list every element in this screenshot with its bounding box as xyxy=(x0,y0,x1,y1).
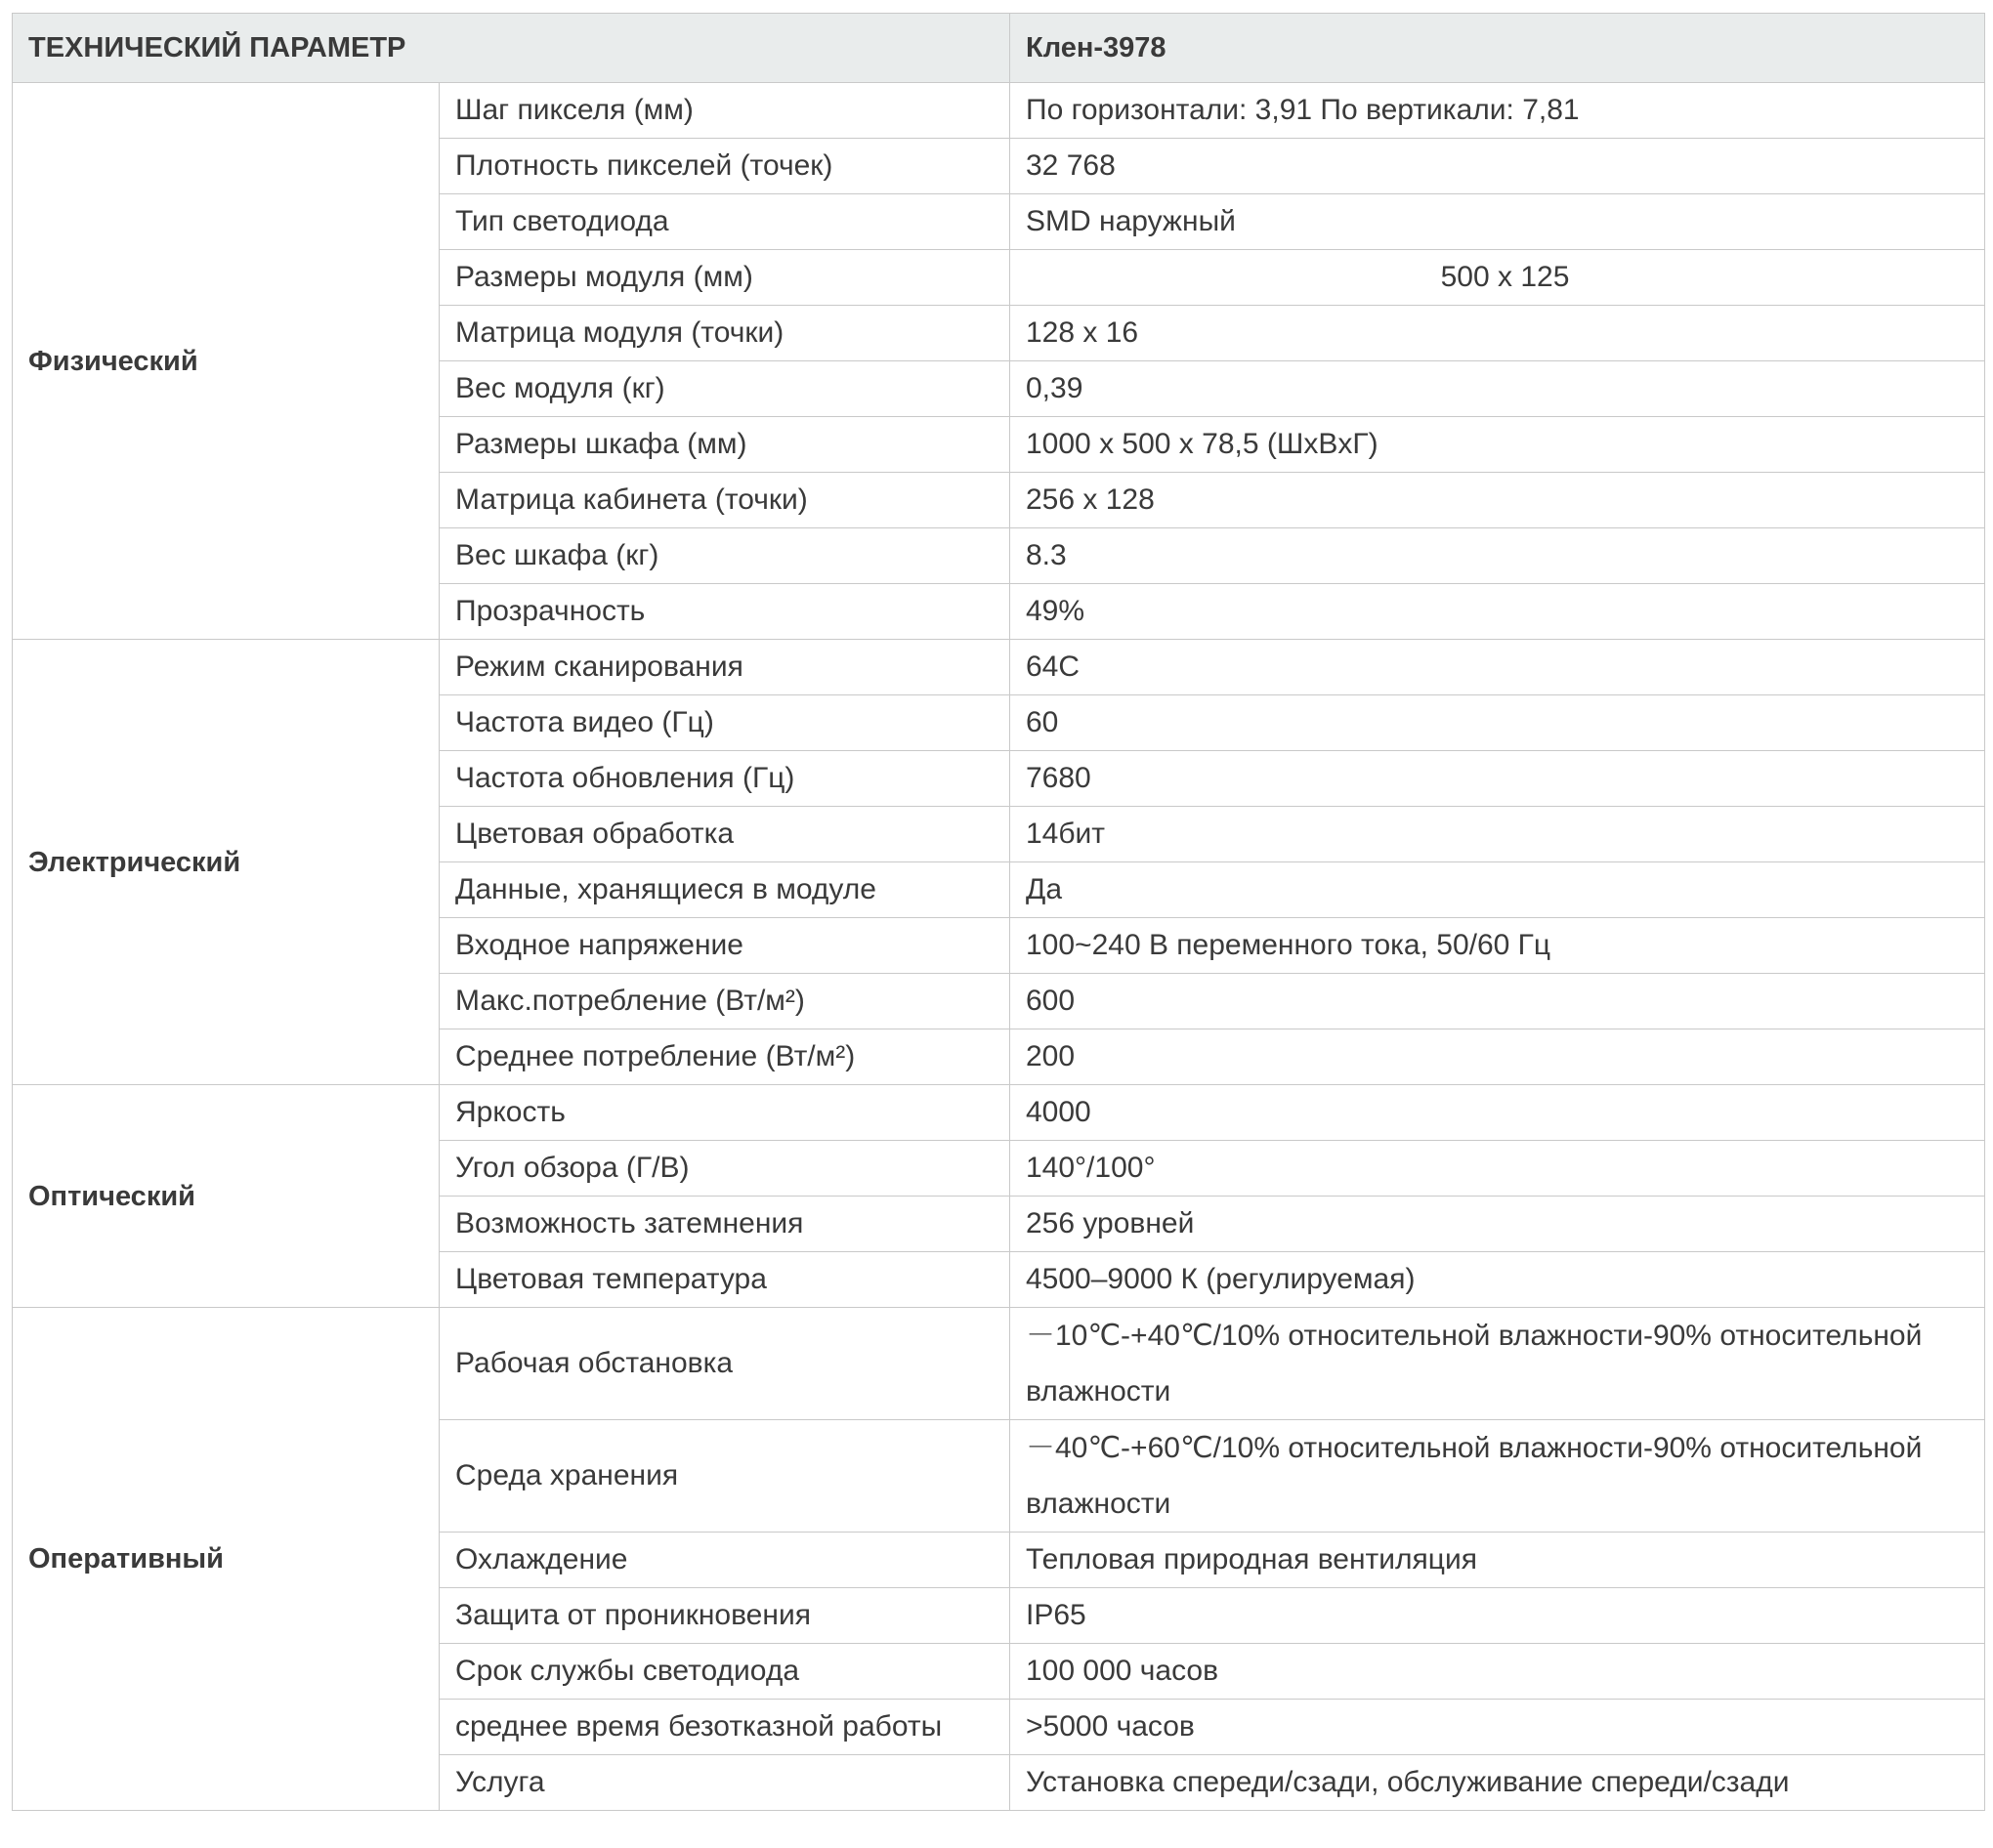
param-cell: Прозрачность xyxy=(440,584,1010,640)
value-cell: 14бит xyxy=(1010,807,1985,862)
value-cell: 140°/100° xyxy=(1010,1141,1985,1197)
param-cell: Среднее потребление (Вт/м²) xyxy=(440,1029,1010,1085)
value-cell: По горизонтали: 3,91 По вертикали: 7,81 xyxy=(1010,83,1985,139)
value-cell: 100 000 часов xyxy=(1010,1644,1985,1700)
spec-table xyxy=(12,13,1985,1811)
param-cell: Частота обновления (Гц) xyxy=(440,751,1010,807)
value-cell: 128 x 16 xyxy=(1010,306,1985,361)
param-cell: Входное напряжение xyxy=(440,918,1010,974)
param-cell: Услуга xyxy=(440,1755,1010,1811)
param-cell: Вес шкафа (кг) xyxy=(440,528,1010,584)
value-cell: 256 уровней xyxy=(1010,1197,1985,1252)
param-cell: Защита от проникновения xyxy=(440,1588,1010,1644)
value-cell: Тепловая природная вентиляция xyxy=(1010,1533,1985,1588)
value-cell: 7680 xyxy=(1010,751,1985,807)
table-row xyxy=(13,640,1985,695)
value-cell: 100~240 В переменного тока, 50/60 Гц xyxy=(1010,918,1985,974)
value-cell: 200 xyxy=(1010,1029,1985,1085)
header-row xyxy=(13,14,1985,83)
param-cell: Вес модуля (кг) xyxy=(440,361,1010,417)
header-model: Клен-3978 xyxy=(1010,14,1985,83)
param-cell: Цветовая обработка xyxy=(440,807,1010,862)
param-cell: Размеры модуля (мм) xyxy=(440,250,1010,306)
param-cell: Частота видео (Гц) xyxy=(440,695,1010,751)
value-cell: 500 x 125 xyxy=(1010,250,1985,306)
param-cell: Матрица кабинета (точки) xyxy=(440,473,1010,528)
value-cell: Установка спереди/сзади, обслуживание спереди/сзади xyxy=(1010,1755,1985,1811)
param-cell: Матрица модуля (точки) xyxy=(440,306,1010,361)
param-cell: Рабочая обстановка xyxy=(440,1308,1010,1420)
param-cell: Возможность затемнения xyxy=(440,1197,1010,1252)
group-physical: Физический xyxy=(13,83,440,640)
value-cell: －10℃-+40℃/10% относительной влажности-90% относительной влажности xyxy=(1010,1308,1985,1420)
value-cell: Да xyxy=(1010,862,1985,918)
value-cell: －40℃-+60℃/10% относительной влажности-90% относительной влажности xyxy=(1010,1420,1985,1533)
param-cell: Плотность пикселей (точек) xyxy=(440,139,1010,194)
value-cell: 8.3 xyxy=(1010,528,1985,584)
param-cell: Шаг пикселя (мм) xyxy=(440,83,1010,139)
param-cell: среднее время безотказной работы xyxy=(440,1700,1010,1755)
value-cell: 64С xyxy=(1010,640,1985,695)
value-cell: 4500–9000 К (регулируемая) xyxy=(1010,1252,1985,1308)
value-cell: >5000 часов xyxy=(1010,1700,1985,1755)
param-cell: Тип светодиода xyxy=(440,194,1010,250)
param-cell: Яркость xyxy=(440,1085,1010,1141)
value-cell: 256 x 128 xyxy=(1010,473,1985,528)
param-cell: Охлаждение xyxy=(440,1533,1010,1588)
value-cell: IP65 xyxy=(1010,1588,1985,1644)
value-cell: 60 xyxy=(1010,695,1985,751)
group-electrical: Электрический xyxy=(13,640,440,1085)
param-cell: Среда хранения xyxy=(440,1420,1010,1533)
spec-body xyxy=(13,83,1985,1811)
param-cell: Макс.потребление (Вт/м²) xyxy=(440,974,1010,1029)
param-cell: Цветовая температура xyxy=(440,1252,1010,1308)
value-cell: 0,39 xyxy=(1010,361,1985,417)
param-cell: Угол обзора (Г/В) xyxy=(440,1141,1010,1197)
value-cell: 49% xyxy=(1010,584,1985,640)
param-cell: Режим сканирования xyxy=(440,640,1010,695)
header-parameter: ТЕХНИЧЕСКИЙ ПАРАМЕТР xyxy=(13,14,1010,83)
param-cell: Размеры шкафа (мм) xyxy=(440,417,1010,473)
group-optical: Оптический xyxy=(13,1085,440,1308)
param-cell: Данные, хранящиеся в модуле xyxy=(440,862,1010,918)
value-cell: 4000 xyxy=(1010,1085,1985,1141)
group-operational: Оперативный xyxy=(13,1308,440,1811)
value-cell: 600 xyxy=(1010,974,1985,1029)
value-cell: 1000 x 500 x 78,5 (ШxВxГ) xyxy=(1010,417,1985,473)
param-cell: Срок службы светодиода xyxy=(440,1644,1010,1700)
table-row xyxy=(13,1308,1985,1420)
value-cell: SMD наружный xyxy=(1010,194,1985,250)
value-cell: 32 768 xyxy=(1010,139,1985,194)
table-row xyxy=(13,83,1985,139)
table-row xyxy=(13,1085,1985,1141)
